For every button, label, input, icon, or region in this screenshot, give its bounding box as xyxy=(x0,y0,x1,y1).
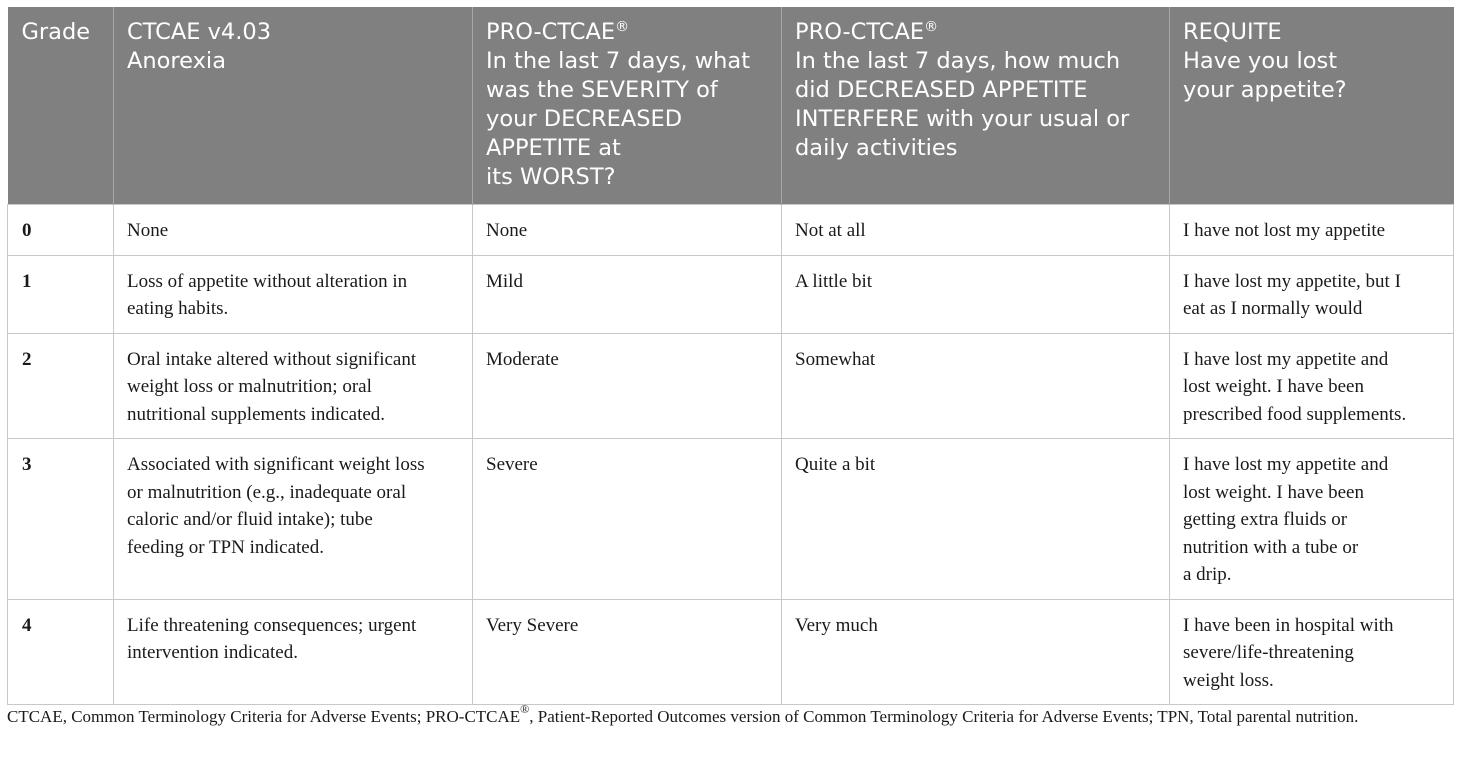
grade-cell: 0 xyxy=(8,205,114,256)
table-row-grade-1 xyxy=(8,255,1454,333)
table-container xyxy=(7,7,1453,705)
header-requite: REQUITE Have you lost your appetite? xyxy=(1170,7,1454,205)
header-pro-severity: PRO-CTCAE® In the last 7 days, what was the SEVERITY of your DECREASED APPETITE at its WORST? xyxy=(473,7,782,205)
interference-cell: Very much xyxy=(782,599,1170,705)
ctcae-cell: Associated with significant weight loss or malnutrition (e.g., inadequate oral caloric and/or fluid intake); tube feeding or TPN indicated. xyxy=(114,439,473,600)
registered-mark: ® xyxy=(924,19,939,35)
table-row-grade-2 xyxy=(8,333,1454,439)
header-grade: Grade xyxy=(8,7,114,205)
severity-cell: None xyxy=(473,205,782,256)
header-row xyxy=(8,7,1454,205)
registered-mark: ® xyxy=(520,702,530,716)
grade-cell: 3 xyxy=(8,439,114,600)
requite-cell: I have not lost my appetite xyxy=(1170,205,1454,256)
severity-cell: Very Severe xyxy=(473,599,782,705)
header-ctcae: CTCAE v4.03 Anorexia xyxy=(114,7,473,205)
severity-cell: Severe xyxy=(473,439,782,600)
ctcae-cell: Oral intake altered without significant weight loss or malnutrition; oral nutritional supplements indicated. xyxy=(114,333,473,439)
ctcae-cell: Life threatening consequences; urgent intervention indicated. xyxy=(114,599,473,705)
table-row-grade-0 xyxy=(8,205,1454,256)
interference-cell: Quite a bit xyxy=(782,439,1170,600)
requite-cell: I have lost my appetite and lost weight. I have been getting extra fluids or nutrition with a tube or a drip. xyxy=(1170,439,1454,600)
severity-cell: Mild xyxy=(473,255,782,333)
interference-cell: Somewhat xyxy=(782,333,1170,439)
requite-cell: I have been in hospital with severe/life-threatening weight loss. xyxy=(1170,599,1454,705)
header-pro-interference: PRO-CTCAE® In the last 7 days, how much did DECREASED APPETITE INTERFERE with your usual or daily activities xyxy=(782,7,1170,205)
registered-mark: ® xyxy=(615,19,630,35)
ctcae-cell: None xyxy=(114,205,473,256)
grade-cell: 2 xyxy=(8,333,114,439)
interference-cell: A little bit xyxy=(782,255,1170,333)
table-row-grade-4 xyxy=(8,599,1454,705)
ctcae-cell: Loss of appetite without alteration in eating habits. xyxy=(114,255,473,333)
table-row-grade-3 xyxy=(8,439,1454,600)
grading-table xyxy=(7,7,1454,705)
table-footnote: CTCAE, Common Terminology Criteria for Adverse Events; PRO-CTCAE®, Patient-Reported Outcomes version of Common Terminology Criteria for Adverse Events; TPN, Total parental nutrition. xyxy=(7,702,1359,726)
grade-cell: 4 xyxy=(8,599,114,705)
severity-cell: Moderate xyxy=(473,333,782,439)
grade-cell: 1 xyxy=(8,255,114,333)
interference-cell: Not at all xyxy=(782,205,1170,256)
requite-cell: I have lost my appetite, but I eat as I normally would xyxy=(1170,255,1454,333)
requite-cell: I have lost my appetite and lost weight. I have been prescribed food supplements. xyxy=(1170,333,1454,439)
